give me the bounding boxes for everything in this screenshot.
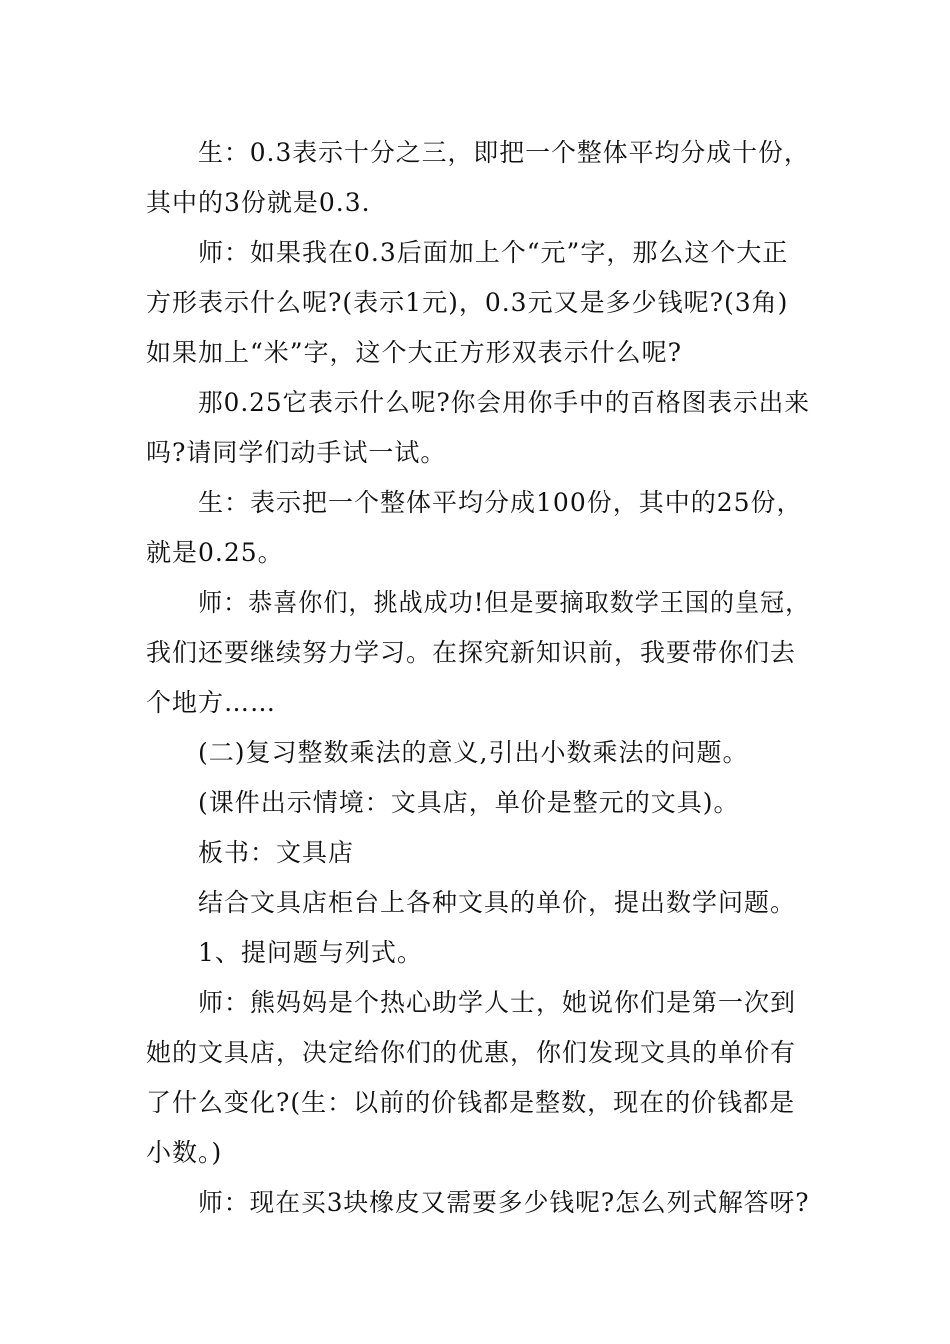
paragraph-line: 生：0.3表示十分之三，即把一个整体平均分成十份， bbox=[198, 138, 810, 167]
paragraph-line: 生：表示把一个整体平均分成100份，其中的25份， bbox=[198, 488, 803, 517]
paragraph-line: 那0.25它表示什么呢?你会用你手中的百格图表示出来 bbox=[198, 388, 811, 417]
paragraph-line: 个地方…… bbox=[146, 688, 277, 717]
paragraph-line: 师：熊妈妈是个热心助学人士，她说你们是第一次到 bbox=[198, 988, 797, 1017]
paragraph-line: 我们还要继续努力学习。在探究新知识前，我要带你们去 bbox=[146, 638, 797, 667]
paragraph-line: 结合文具店柜台上各种文具的单价，提出数学问题。 bbox=[198, 888, 797, 917]
paragraph-line: 方形表示什么呢?(表示1元)，0.3元又是多少钱呢?(3角) bbox=[146, 288, 789, 317]
paragraph-line: 了什么变化?(生：以前的价钱都是整数，现在的价钱都是 bbox=[146, 1088, 796, 1117]
paragraph-line: 师：恭喜你们，挑战成功!但是要摘取数学王国的皇冠， bbox=[198, 588, 811, 617]
paragraph-line: 吗?请同学们动手试一试。 bbox=[146, 438, 447, 467]
paragraph-line: 师：如果我在0.3后面加上个“元”字，那么这个大正 bbox=[198, 238, 789, 267]
paragraph-line: (二)复习整数乘法的意义,引出小数乘法的问题。 bbox=[198, 738, 749, 767]
paragraph-line: 如果加上“米”字，这个大正方形双表示什么呢? bbox=[146, 338, 682, 367]
paragraph-line: (课件出示情境：文具店，单价是整元的文具)。 bbox=[198, 788, 740, 817]
paragraph-line: 就是0.25。 bbox=[146, 538, 284, 567]
paragraph-line: 小数。) bbox=[146, 1138, 223, 1167]
paragraph-line: 她的文具店，决定给你们的优惠，你们发现文具的单价有 bbox=[146, 1038, 797, 1067]
paragraph-line: 其中的3份就是0.3. bbox=[146, 188, 371, 217]
paragraph-line: 板书：文具店 bbox=[198, 838, 355, 867]
paragraph-line: 1、提问题与列式。 bbox=[198, 938, 423, 967]
paragraph-line: 师：现在买3块橡皮又需要多少钱呢?怎么列式解答呀? bbox=[198, 1188, 810, 1217]
